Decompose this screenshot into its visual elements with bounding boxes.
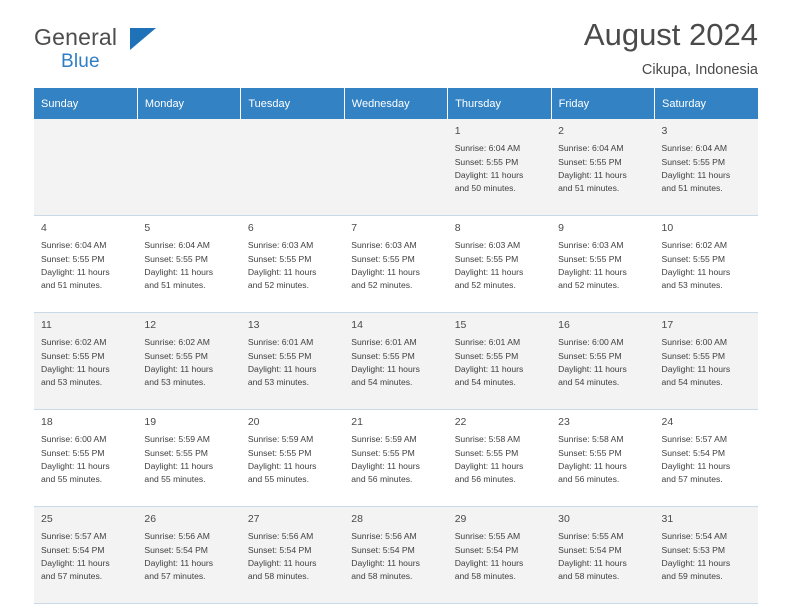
calendar-table bbox=[34, 88, 758, 604]
day-daylight1-text: Daylight: 11 hours bbox=[661, 363, 731, 374]
day-daylight1-text: Daylight: 11 hours bbox=[558, 363, 627, 374]
day-number: 28 bbox=[351, 513, 363, 525]
day-sunrise-text: Sunrise: 6:02 AM bbox=[144, 337, 210, 348]
day-details bbox=[144, 239, 234, 292]
day-sunrise-text: Sunrise: 5:57 AM bbox=[661, 434, 727, 445]
day-daylight1-text: Daylight: 11 hours bbox=[41, 557, 110, 568]
day-daylight2-text: and 57 minutes. bbox=[41, 571, 103, 582]
calendar-day-cell[interactable] bbox=[551, 410, 654, 507]
day-details bbox=[455, 239, 545, 292]
day-daylight2-text: and 55 minutes. bbox=[41, 474, 103, 485]
day-sunset-text: Sunset: 5:55 PM bbox=[144, 350, 208, 361]
calendar-day-cell-empty bbox=[34, 119, 137, 216]
day-daylight2-text: and 52 minutes. bbox=[558, 280, 620, 291]
day-sunset-text: Sunset: 5:55 PM bbox=[41, 350, 105, 361]
calendar-day-cell[interactable] bbox=[34, 507, 137, 604]
calendar-day-cell-empty bbox=[344, 119, 447, 216]
day-sunrise-text: Sunrise: 6:01 AM bbox=[351, 337, 417, 348]
day-number: 27 bbox=[247, 513, 260, 525]
day-sunrise-text: Sunrise: 5:58 AM bbox=[558, 434, 624, 445]
day-sunset-text: Sunset: 5:55 PM bbox=[247, 447, 312, 458]
day-sunrise-text: Sunrise: 5:56 AM bbox=[351, 531, 417, 542]
day-sunset-text: Sunset: 5:55 PM bbox=[41, 253, 105, 264]
day-sunrise-text: Sunrise: 6:03 AM bbox=[351, 240, 417, 251]
day-number: 9 bbox=[558, 222, 564, 234]
day-sunrise-text: Sunrise: 6:03 AM bbox=[247, 240, 314, 251]
day-daylight2-text: and 53 minutes. bbox=[41, 377, 103, 388]
day-daylight2-text: and 50 minutes. bbox=[454, 183, 516, 194]
day-details bbox=[662, 142, 752, 195]
day-sunset-text: Sunset: 5:55 PM bbox=[558, 156, 622, 167]
day-daylight2-text: and 51 minutes. bbox=[558, 183, 620, 194]
calendar-day-cell-empty bbox=[241, 119, 344, 216]
day-sunrise-text: Sunrise: 6:02 AM bbox=[661, 240, 727, 251]
day-number: 2 bbox=[558, 125, 564, 137]
day-sunset-text: Sunset: 5:55 PM bbox=[351, 253, 415, 264]
calendar-day-cell[interactable] bbox=[241, 507, 344, 604]
day-daylight2-text: and 51 minutes. bbox=[661, 183, 723, 194]
day-sunrise-text: Sunrise: 6:04 AM bbox=[558, 143, 624, 154]
day-sunrise-text: Sunrise: 5:55 AM bbox=[454, 531, 521, 542]
day-daylight1-text: Daylight: 11 hours bbox=[351, 363, 420, 374]
day-details bbox=[455, 530, 545, 583]
day-sunset-text: Sunset: 5:55 PM bbox=[558, 350, 622, 361]
day-sunset-text: Sunset: 5:54 PM bbox=[454, 544, 519, 555]
day-details bbox=[662, 336, 752, 389]
calendar-day-cell[interactable] bbox=[448, 119, 551, 216]
day-daylight2-text: and 52 minutes. bbox=[247, 280, 309, 291]
day-daylight1-text: Daylight: 11 hours bbox=[247, 460, 317, 471]
day-details bbox=[455, 336, 545, 389]
calendar-day-cell[interactable] bbox=[344, 410, 447, 507]
day-number: 23 bbox=[558, 416, 570, 428]
day-sunset-text: Sunset: 5:55 PM bbox=[454, 350, 519, 361]
calendar-day-cell[interactable] bbox=[551, 313, 654, 410]
weekday-header-thursday: Thursday bbox=[448, 88, 551, 119]
day-daylight2-text: and 51 minutes. bbox=[144, 280, 206, 291]
day-number: 22 bbox=[454, 416, 467, 428]
day-details bbox=[558, 433, 648, 486]
calendar-day-cell[interactable] bbox=[241, 216, 344, 313]
day-daylight2-text: and 54 minutes. bbox=[454, 377, 516, 388]
logo-text-blue: Blue bbox=[61, 51, 100, 72]
page-title: August 2024 bbox=[583, 17, 758, 52]
page-header bbox=[34, 0, 758, 88]
logo[interactable] bbox=[34, 26, 117, 71]
page-location: Cikupa, Indonesia bbox=[641, 62, 758, 79]
calendar-day-cell[interactable] bbox=[655, 410, 758, 507]
day-sunset-text: Sunset: 5:55 PM bbox=[454, 156, 519, 167]
day-details bbox=[248, 433, 338, 486]
calendar-day-cell[interactable] bbox=[448, 216, 551, 313]
day-details bbox=[351, 530, 441, 583]
calendar-body bbox=[34, 119, 758, 604]
calendar-day-cell[interactable] bbox=[241, 313, 344, 410]
day-daylight2-text: and 55 minutes. bbox=[144, 474, 206, 485]
day-details bbox=[41, 336, 131, 389]
day-daylight1-text: Daylight: 11 hours bbox=[454, 169, 524, 180]
day-sunrise-text: Sunrise: 5:54 AM bbox=[661, 531, 727, 542]
day-daylight2-text: and 59 minutes. bbox=[661, 571, 723, 582]
day-sunrise-text: Sunrise: 6:00 AM bbox=[558, 337, 624, 348]
calendar-day-cell-empty bbox=[137, 119, 240, 216]
day-sunset-text: Sunset: 5:55 PM bbox=[351, 350, 415, 361]
day-number: 12 bbox=[144, 319, 157, 331]
day-details bbox=[558, 142, 648, 195]
day-details bbox=[662, 433, 752, 486]
day-daylight1-text: Daylight: 11 hours bbox=[247, 266, 317, 277]
day-details bbox=[351, 239, 441, 292]
calendar-day-cell[interactable] bbox=[551, 216, 654, 313]
day-details bbox=[351, 433, 441, 486]
day-details bbox=[455, 433, 545, 486]
day-daylight1-text: Daylight: 11 hours bbox=[661, 460, 731, 471]
day-sunrise-text: Sunrise: 6:04 AM bbox=[454, 143, 521, 154]
day-daylight1-text: Daylight: 11 hours bbox=[144, 363, 214, 374]
day-daylight2-text: and 57 minutes. bbox=[144, 571, 206, 582]
calendar-day-cell[interactable] bbox=[344, 216, 447, 313]
day-number: 5 bbox=[144, 222, 151, 234]
day-details bbox=[351, 336, 441, 389]
day-sunrise-text: Sunrise: 5:59 AM bbox=[144, 434, 210, 445]
calendar-day-cell[interactable] bbox=[34, 216, 137, 313]
weekday-header-sunday: Sunday bbox=[34, 88, 137, 119]
day-sunset-text: Sunset: 5:55 PM bbox=[454, 447, 519, 458]
day-sunrise-text: Sunrise: 5:59 AM bbox=[247, 434, 314, 445]
day-sunrise-text: Sunrise: 6:03 AM bbox=[558, 240, 624, 251]
day-daylight1-text: Daylight: 11 hours bbox=[41, 460, 110, 471]
day-daylight1-text: Daylight: 11 hours bbox=[454, 460, 524, 471]
day-daylight1-text: Daylight: 11 hours bbox=[247, 363, 317, 374]
day-sunrise-text: Sunrise: 6:02 AM bbox=[41, 337, 107, 348]
day-daylight1-text: Daylight: 11 hours bbox=[454, 266, 524, 277]
calendar-week-row bbox=[34, 216, 758, 313]
day-daylight1-text: Daylight: 11 hours bbox=[558, 557, 627, 568]
day-sunrise-text: Sunrise: 6:04 AM bbox=[661, 143, 727, 154]
day-daylight2-text: and 52 minutes. bbox=[351, 280, 413, 291]
calendar-day-cell[interactable] bbox=[551, 507, 654, 604]
day-details bbox=[144, 336, 234, 389]
day-sunset-text: Sunset: 5:53 PM bbox=[661, 544, 726, 555]
day-sunrise-text: Sunrise: 5:58 AM bbox=[454, 434, 521, 445]
day-daylight2-text: and 56 minutes. bbox=[351, 474, 413, 485]
day-sunset-text: Sunset: 5:54 PM bbox=[558, 544, 622, 555]
day-details bbox=[41, 239, 131, 292]
day-sunrise-text: Sunrise: 5:56 AM bbox=[247, 531, 314, 542]
day-daylight1-text: Daylight: 11 hours bbox=[661, 557, 731, 568]
day-number: 11 bbox=[41, 319, 52, 331]
calendar-day-cell[interactable] bbox=[655, 507, 758, 604]
day-daylight1-text: Daylight: 11 hours bbox=[144, 557, 214, 568]
day-daylight1-text: Daylight: 11 hours bbox=[351, 557, 420, 568]
day-daylight2-text: and 53 minutes. bbox=[144, 377, 206, 388]
day-number: 10 bbox=[661, 222, 674, 234]
day-details bbox=[662, 530, 752, 583]
day-sunset-text: Sunset: 5:55 PM bbox=[144, 253, 208, 264]
day-daylight2-text: and 56 minutes. bbox=[454, 474, 516, 485]
day-number: 18 bbox=[41, 416, 53, 428]
calendar-day-cell[interactable] bbox=[137, 410, 240, 507]
day-daylight2-text: and 57 minutes. bbox=[661, 474, 723, 485]
title-block bbox=[584, 18, 758, 78]
day-details bbox=[455, 142, 545, 195]
day-sunrise-text: Sunrise: 5:59 AM bbox=[351, 434, 417, 445]
day-number: 26 bbox=[144, 513, 157, 525]
day-details bbox=[248, 239, 338, 292]
day-number: 25 bbox=[41, 513, 53, 525]
calendar-week-row bbox=[34, 410, 758, 507]
calendar-week-row bbox=[34, 507, 758, 604]
day-sunset-text: Sunset: 5:55 PM bbox=[661, 253, 726, 264]
day-sunrise-text: Sunrise: 5:55 AM bbox=[558, 531, 624, 542]
day-sunrise-text: Sunrise: 6:03 AM bbox=[454, 240, 521, 251]
day-details bbox=[558, 239, 648, 292]
day-daylight1-text: Daylight: 11 hours bbox=[247, 557, 317, 568]
day-daylight2-text: and 54 minutes. bbox=[558, 377, 620, 388]
day-number: 19 bbox=[144, 416, 157, 428]
day-sunset-text: Sunset: 5:54 PM bbox=[661, 447, 726, 458]
calendar-week-row bbox=[34, 119, 758, 216]
calendar-day-cell[interactable] bbox=[655, 216, 758, 313]
day-daylight2-text: and 54 minutes. bbox=[351, 377, 413, 388]
day-sunrise-text: Sunrise: 6:01 AM bbox=[454, 337, 521, 348]
day-daylight2-text: and 51 minutes. bbox=[41, 280, 103, 291]
day-sunrise-text: Sunrise: 6:00 AM bbox=[661, 337, 727, 348]
day-details bbox=[248, 336, 338, 389]
day-daylight2-text: and 53 minutes. bbox=[661, 280, 723, 291]
calendar-day-cell[interactable] bbox=[655, 313, 758, 410]
day-number: 30 bbox=[558, 513, 570, 525]
day-details bbox=[558, 530, 648, 583]
day-sunrise-text: Sunrise: 6:00 AM bbox=[41, 434, 107, 445]
day-sunset-text: Sunset: 5:55 PM bbox=[661, 350, 726, 361]
calendar-day-cell[interactable] bbox=[551, 119, 654, 216]
calendar-day-cell[interactable] bbox=[34, 410, 137, 507]
day-number: 13 bbox=[247, 319, 260, 331]
day-sunrise-text: Sunrise: 5:57 AM bbox=[41, 531, 107, 542]
day-number: 16 bbox=[558, 319, 570, 331]
calendar-day-cell[interactable] bbox=[448, 313, 551, 410]
day-details bbox=[248, 530, 338, 583]
day-daylight1-text: Daylight: 11 hours bbox=[661, 169, 731, 180]
calendar-day-cell[interactable] bbox=[448, 410, 551, 507]
day-daylight1-text: Daylight: 11 hours bbox=[558, 169, 627, 180]
day-sunset-text: Sunset: 5:54 PM bbox=[41, 544, 105, 555]
day-daylight1-text: Daylight: 11 hours bbox=[41, 266, 110, 277]
day-number: 31 bbox=[661, 513, 674, 525]
day-details bbox=[41, 433, 131, 486]
weekday-header-saturday: Saturday bbox=[655, 88, 758, 119]
day-details bbox=[41, 530, 131, 583]
day-number: 1 bbox=[454, 125, 461, 137]
day-daylight2-text: and 56 minutes. bbox=[558, 474, 620, 485]
day-daylight2-text: and 58 minutes. bbox=[558, 571, 620, 582]
day-daylight2-text: and 55 minutes. bbox=[247, 474, 309, 485]
logo-text-general: General bbox=[34, 24, 118, 50]
triangle-flag-icon bbox=[130, 28, 156, 50]
day-daylight1-text: Daylight: 11 hours bbox=[351, 460, 420, 471]
calendar-day-cell[interactable] bbox=[137, 313, 240, 410]
day-daylight1-text: Daylight: 11 hours bbox=[144, 266, 214, 277]
day-daylight1-text: Daylight: 11 hours bbox=[454, 363, 524, 374]
calendar-day-cell[interactable] bbox=[344, 313, 447, 410]
day-sunset-text: Sunset: 5:54 PM bbox=[247, 544, 312, 555]
weekday-header-wednesday: Wednesday bbox=[344, 88, 447, 119]
day-number: 8 bbox=[454, 222, 461, 234]
day-sunset-text: Sunset: 5:55 PM bbox=[247, 253, 312, 264]
day-sunset-text: Sunset: 5:54 PM bbox=[351, 544, 415, 555]
day-sunrise-text: Sunrise: 6:01 AM bbox=[247, 337, 314, 348]
day-details bbox=[558, 336, 648, 389]
day-number: 4 bbox=[41, 222, 47, 234]
day-sunset-text: Sunset: 5:55 PM bbox=[247, 350, 312, 361]
calendar-day-cell[interactable] bbox=[241, 410, 344, 507]
day-number: 14 bbox=[351, 319, 363, 331]
day-details bbox=[662, 239, 752, 292]
day-number: 6 bbox=[247, 222, 254, 234]
calendar-day-cell[interactable] bbox=[34, 313, 137, 410]
day-sunset-text: Sunset: 5:55 PM bbox=[454, 253, 519, 264]
day-daylight2-text: and 52 minutes. bbox=[454, 280, 516, 291]
day-sunrise-text: Sunrise: 6:04 AM bbox=[41, 240, 107, 251]
day-sunset-text: Sunset: 5:55 PM bbox=[41, 447, 105, 458]
day-daylight1-text: Daylight: 11 hours bbox=[661, 266, 731, 277]
calendar-day-cell[interactable] bbox=[448, 507, 551, 604]
day-daylight1-text: Daylight: 11 hours bbox=[454, 557, 524, 568]
day-daylight1-text: Daylight: 11 hours bbox=[558, 266, 627, 277]
day-number: 20 bbox=[247, 416, 260, 428]
day-daylight2-text: and 58 minutes. bbox=[247, 571, 309, 582]
weekday-header-tuesday: Tuesday bbox=[241, 88, 344, 119]
day-sunset-text: Sunset: 5:55 PM bbox=[144, 447, 208, 458]
calendar-day-cell[interactable] bbox=[137, 216, 240, 313]
day-number: 17 bbox=[661, 319, 674, 331]
day-sunset-text: Sunset: 5:55 PM bbox=[558, 253, 622, 264]
day-daylight2-text: and 54 minutes. bbox=[661, 377, 723, 388]
day-daylight1-text: Daylight: 11 hours bbox=[351, 266, 420, 277]
day-daylight2-text: and 58 minutes. bbox=[454, 571, 516, 582]
day-daylight1-text: Daylight: 11 hours bbox=[558, 460, 627, 471]
day-daylight2-text: and 53 minutes. bbox=[247, 377, 309, 388]
weekday-header-monday: Monday bbox=[137, 88, 240, 119]
day-sunrise-text: Sunrise: 5:56 AM bbox=[144, 531, 210, 542]
calendar-day-cell[interactable] bbox=[344, 507, 447, 604]
day-number: 21 bbox=[351, 416, 363, 428]
day-sunset-text: Sunset: 5:55 PM bbox=[351, 447, 415, 458]
day-daylight2-text: and 58 minutes. bbox=[351, 571, 413, 582]
day-daylight1-text: Daylight: 11 hours bbox=[144, 460, 214, 471]
calendar-day-cell[interactable] bbox=[137, 507, 240, 604]
day-sunset-text: Sunset: 5:54 PM bbox=[144, 544, 208, 555]
weekday-header-friday: Friday bbox=[551, 88, 654, 119]
day-number: 24 bbox=[661, 416, 674, 428]
day-sunrise-text: Sunrise: 6:04 AM bbox=[144, 240, 210, 251]
day-sunset-text: Sunset: 5:55 PM bbox=[661, 156, 726, 167]
day-sunset-text: Sunset: 5:55 PM bbox=[558, 447, 622, 458]
day-details bbox=[144, 433, 234, 486]
day-details bbox=[144, 530, 234, 583]
day-daylight1-text: Daylight: 11 hours bbox=[41, 363, 110, 374]
calendar-day-cell[interactable] bbox=[655, 119, 758, 216]
day-number: 7 bbox=[351, 222, 358, 234]
day-number: 3 bbox=[661, 125, 668, 137]
day-number: 15 bbox=[454, 319, 467, 331]
calendar-week-row bbox=[34, 313, 758, 410]
calendar-header-row bbox=[34, 88, 758, 119]
day-number: 29 bbox=[454, 513, 467, 525]
